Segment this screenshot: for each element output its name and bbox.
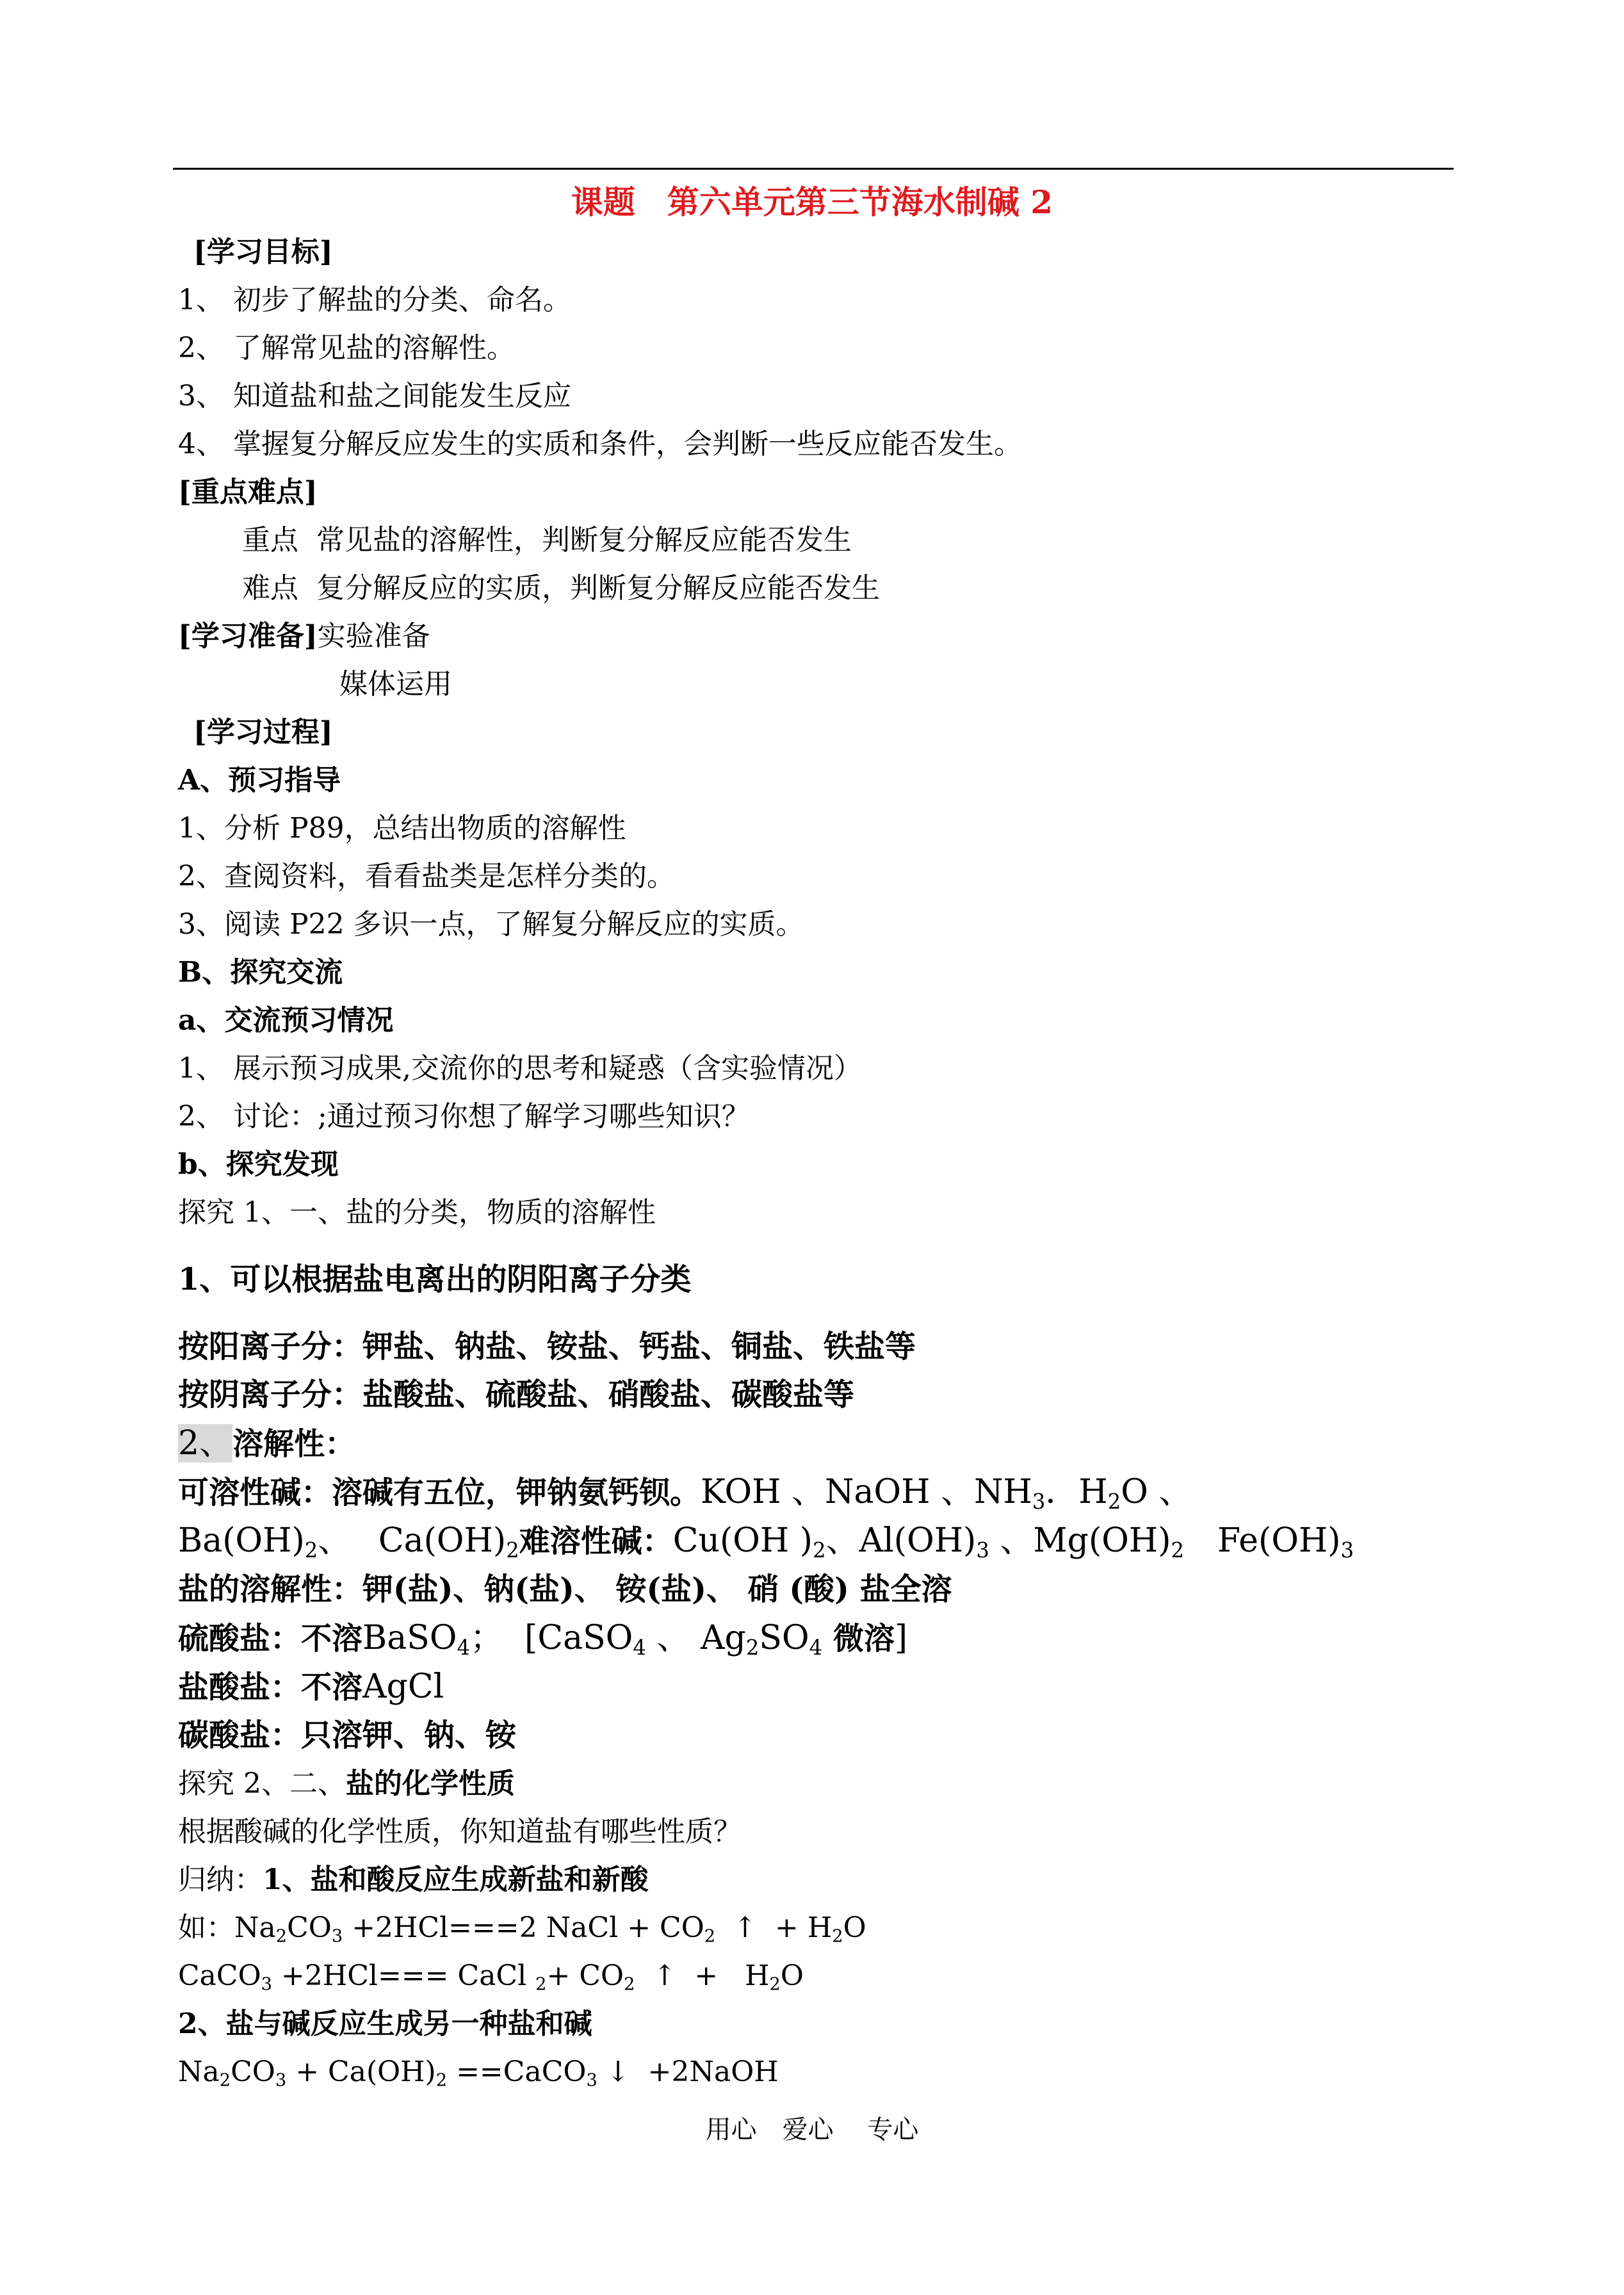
equation-2: CaCO$_3$ +2HCl=== CaCl $_2+ CO_2$ ↑ + $H_2O$ (178, 1959, 804, 1995)
question-line: 根据酸碱的化学性质，你知道盐有哪些性质？ (178, 1815, 742, 1848)
solubility-label: 溶解性： (232, 1426, 356, 1462)
sulfate-formulas: BaSO$_4$； [CaSO$_4$ 、 $Ag_2SO_4$ (362, 1619, 823, 1660)
key-heading: [重点难点] (178, 476, 318, 508)
prep-line (178, 612, 1536, 660)
chloride-line (178, 1662, 1536, 1711)
explore-1: 探究 1、一、盐的分类，物质的溶解性 (178, 1196, 656, 1229)
bracket-close: ] (894, 1619, 908, 1657)
page-footer: 用心 爱心 专心 (705, 2115, 919, 2145)
prep-item: 媒体运用 (339, 668, 452, 701)
classify-anion: 按阴离子分：盐酸盐、硫酸盐、硝酸盐、碳酸盐等 (178, 1377, 855, 1413)
point-2: 2、盐与碱反应生成另一种盐和碱 (178, 2007, 592, 2040)
agcl-formula: AgCl (362, 1667, 444, 1706)
salt-solubility-line: 盐的溶解性：钾(盐)、钠(盐)、 铵(盐)、 硝 (酸) 盐全溶 (178, 1571, 952, 1607)
goals-heading: [学习目标] (193, 236, 333, 268)
sulfate-line (178, 1614, 1536, 1662)
summary-line: 归纳：1、盐和酸反应生成新盐和新酸 (178, 1863, 649, 1896)
bases-formula-line (178, 1516, 1536, 1565)
solubility-heading (178, 1419, 1536, 1468)
process-heading: [学习过程] (193, 716, 333, 749)
equation-3: $Na_2CO_3 + Ca(OH)_2$ ==CaCO$_3$ ↓ +2NaOH (178, 2056, 779, 2091)
spacer (178, 1237, 1536, 1256)
insoluble-bases-formulas: Cu(OH )$_2$、$Al(OH)_3$ 、$Mg(OH)_2$ $Fe(OH)_3$ (672, 1521, 1354, 1563)
classify-intro: 1、可以根据盐电离出的阴阳离子分类 (178, 1261, 692, 1297)
key-focus: 重点 常见盐的溶解性，判断复分解反应能否发生 (242, 524, 852, 556)
section-bb-heading: b、探究发现 (178, 1148, 339, 1181)
soluble-bases-formulas: KOH 、NaOH 、$NH_3$．$H_2O$ 、 (701, 1473, 1192, 1514)
classify-cation: 按阳离子分：钾盐、钠盐、铵盐、钙盐、铜盐、铁盐等 (178, 1329, 916, 1365)
goal-item: 3、 知道盐和盐之间能发生反应 (178, 380, 571, 412)
soluble-bases-label: 可溶性碱：溶碱有五位，钾钠氨钙钡。 (178, 1475, 701, 1511)
spacer (178, 1304, 1536, 1323)
page-title: 课题 第六单元第三节海水制碱 2 (571, 183, 1053, 221)
sulfate-label: 硫酸盐：不溶 (178, 1621, 363, 1657)
equation-1: 如：$Na_2CO_3 +2HCl===2$ NaCl + $CO_2$ ↑ + $H_2O$ (178, 1911, 866, 1947)
goal-item: 1、 初步了解盐的分类、命名。 (178, 284, 571, 316)
carbonate-line: 碳酸盐：只溶钾、钠、铵 (178, 1717, 517, 1753)
header-rule (173, 168, 1454, 170)
solubility-number: 2、 (178, 1424, 233, 1463)
section-b-heading: B、探究交流 (178, 956, 343, 989)
ba-item: 1、 展示预习成果,交流你的思考和疑惑（含实验情况） (178, 1052, 862, 1085)
a-item: 1、分析 P89，总结出物质的溶解性 (178, 812, 626, 845)
soluble-bases-line (178, 1468, 1536, 1516)
slight-soluble-label: 微溶 (822, 1621, 895, 1657)
a-item: 2、查阅资料，看看盐类是怎样分类的。 (178, 860, 675, 893)
prep-item: 实验准备 (317, 620, 430, 653)
document-body (178, 228, 1536, 2096)
section-ba-heading: a、交流预习情况 (178, 1004, 394, 1037)
chloride-label: 盐酸盐：不溶 (178, 1669, 363, 1705)
key-difficulty: 难点 复分解反应的实质，判断复分解反应能否发生 (242, 572, 880, 604)
ba-oh-formula: $Ba(OH)_2$、 $Ca(OH)_2$ (178, 1521, 519, 1563)
a-item: 3、阅读 P22 多识一点，了解复分解反应的实质。 (178, 908, 804, 941)
section-a-heading: A、预习指导 (178, 764, 341, 797)
explore-2: 探究 2、二、盐的化学性质 (178, 1767, 515, 1800)
ba-item: 2、 讨论：;通过预习你想了解学习哪些知识？ (178, 1100, 750, 1133)
goal-item: 2、 了解常见盐的溶解性。 (178, 332, 515, 364)
insoluble-bases-label: 难溶性碱： (519, 1523, 673, 1559)
goal-item: 4、 掌握复分解反应发生的实质和条件，会判断一些反应能否发生。 (178, 428, 1022, 460)
prep-heading: [学习准备] (178, 620, 318, 653)
